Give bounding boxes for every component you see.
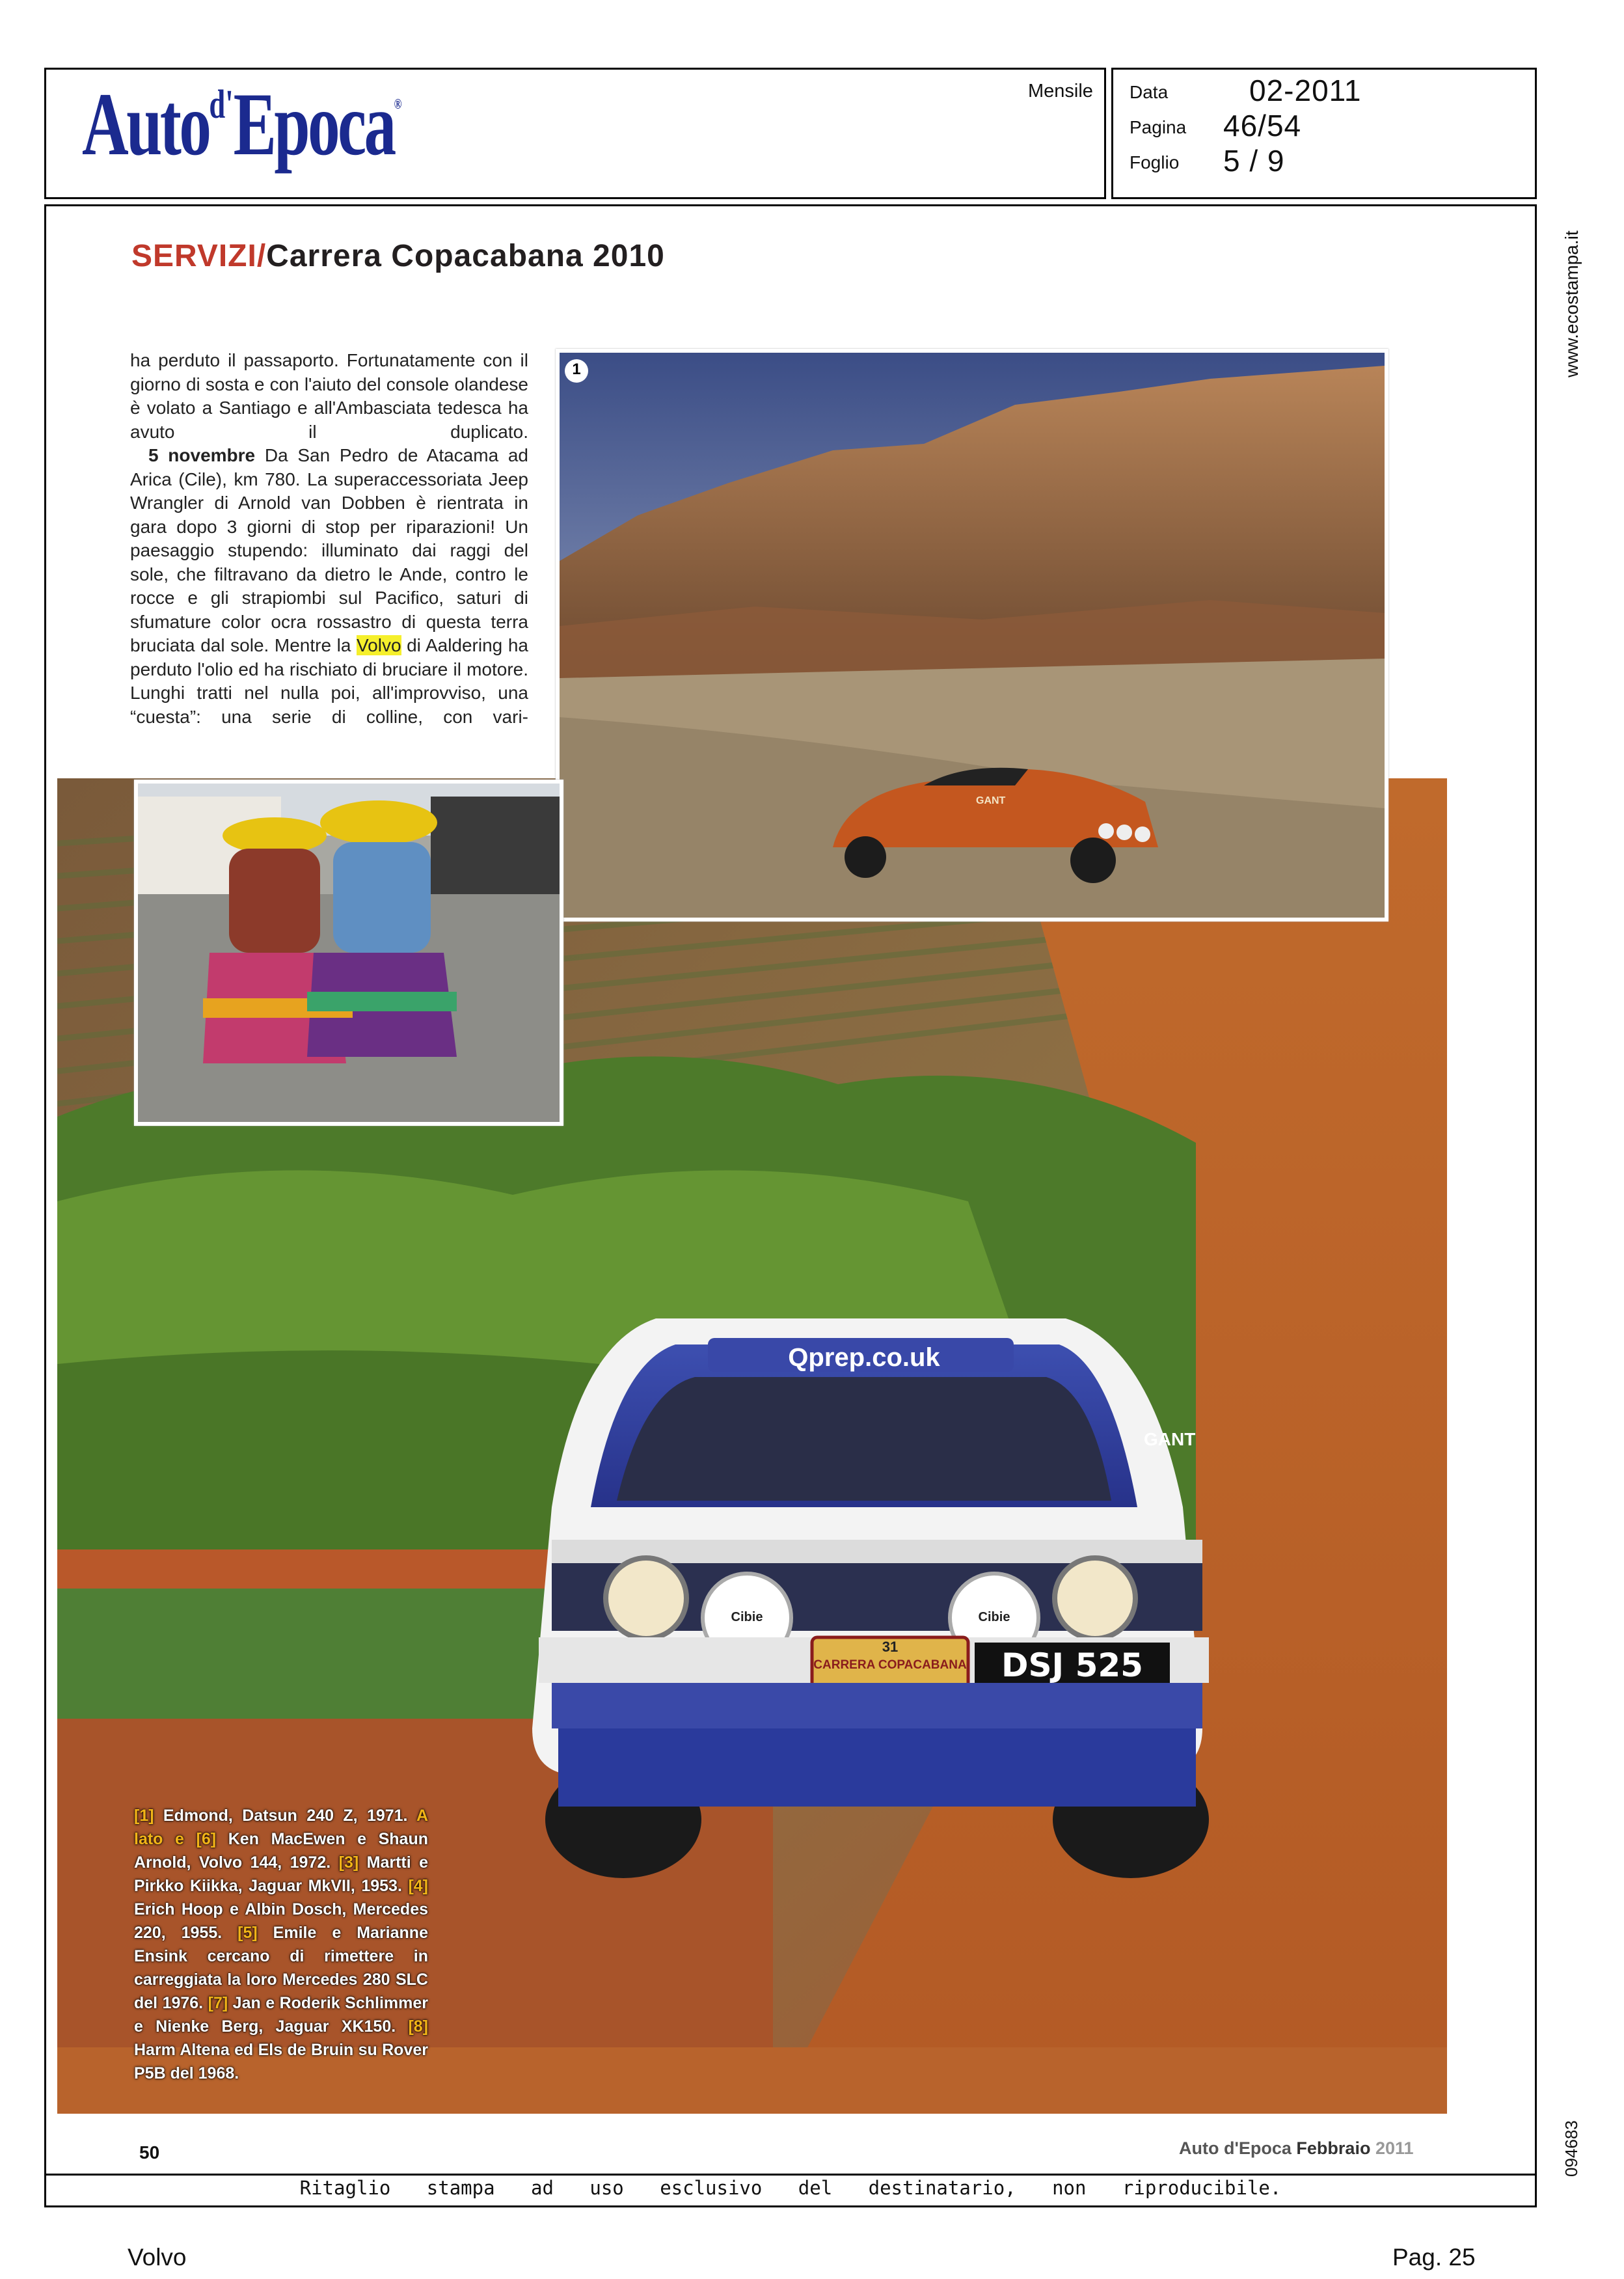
women-photo-art [138,784,560,1122]
datsun-photo-art [560,353,1385,918]
section-heading [131,238,665,274]
rally-plate-number: 31 [882,1639,899,1655]
windscreen-banner: Qprep.co.uk [788,1343,940,1372]
section-kicker: SERVIZI/ [131,239,267,273]
body-paragraph-1: ha perduto il passaporto. Fortunatamente con il giorno di sosta e con l'aiuto del console olandese è volato a Santiago e all'Ambasciata tedesca ha avuto il duplicato. [130,350,528,442]
photo-andean-women [134,780,563,1126]
side-code: 094683 [1562,2120,1581,2177]
lamp-brand-right: Cibie [978,1610,1010,1624]
date-value: 02-2011 [1249,74,1362,107]
magazine-page-number: 50 [139,2142,160,2163]
side-url: www.ecostampa.it [1562,230,1582,377]
footer-divider [44,2174,1537,2176]
disclaimer-text: Ritaglio stampa ad uso esclusivo del destinatario, non riproducibile. [299,2177,1282,2199]
side-sponsor-text: GANT [1144,1429,1196,1449]
rally-plate-text: CARRERA COPACABANA [813,1658,967,1672]
issue-line: Auto d'Epoca Febbraio 2011 [1179,2138,1414,2158]
sheet-value: 5 / 9 [1223,144,1285,178]
article-body [130,349,528,729]
sheet-label: Foglio [1130,152,1180,172]
registration-plate: DSJ 525 [1001,1646,1143,1684]
photo-caption: [1] Edmond, Datsun 240 Z, 1971. A lato e [6] Ken MacEwen e Shaun Arnold, Volvo 144, 1972. [3] Martti e Pirkko Kiikka, Jaguar MkVII, 1953. [4] Erich Hoop e Albin Dosch, Mercedes 220, 1955. [5] Emile e Marianne Ensink cercano di rimettere in carreggiata la loro Mercedes 280 SLC del 1976. [7] Jan e Roderik Schlimmer e Nienke Berg, Jaguar XK150. [8] Harm Altena ed Els de Bruin su Rover P5B del 1968. [134,1807,428,2082]
periodicity-label: Mensile [1028,81,1093,102]
photo-datsun-desert [556,349,1388,921]
body-paragraph-2: 5 novembre Da San Pedro de Atacama ad Arica (Cile), km 780. La superaccessoriata Jeep Wrangler di Arnold van Dobben è rientrata in gara dopo 3 giorni di stop per riparazioni! Un paesaggio stupendo: illuminato dai raggi del sole, che filtravano da dietro le Ande, contro le rocce e gli strapiombi sul Pacifico, saturi di sfumature color ocra rossastro di questa terra bruciata dal sole. Mentre la Volvo di Aaldering ha perduto l'olio ed ha rischiato di bruciare il motore. Lunghi tratti nel nulla poi, all'improvviso, una “cuesta”: una serie di colline, con vari- [130,445,529,727]
date-label: Data [1130,82,1169,102]
document-label: Volvo [128,2244,187,2271]
photo-badge: 1 [572,361,581,378]
page-indicator: Pag. 25 [1392,2244,1476,2271]
page-label: Pagina [1130,117,1187,137]
volvo-car [532,1318,1209,1878]
article-title: Carrera Copacabana 2010 [266,239,665,273]
date-heading: 5 novembre [148,445,256,465]
datsun-door-text: GANT [976,795,1006,806]
magazine-logo: Auto$^{d'}$Epoca® [82,74,402,174]
highlighted-term: Volvo [357,635,401,655]
lamp-brand-left: Cibie [731,1610,763,1624]
page-value: 46/54 [1223,109,1302,143]
